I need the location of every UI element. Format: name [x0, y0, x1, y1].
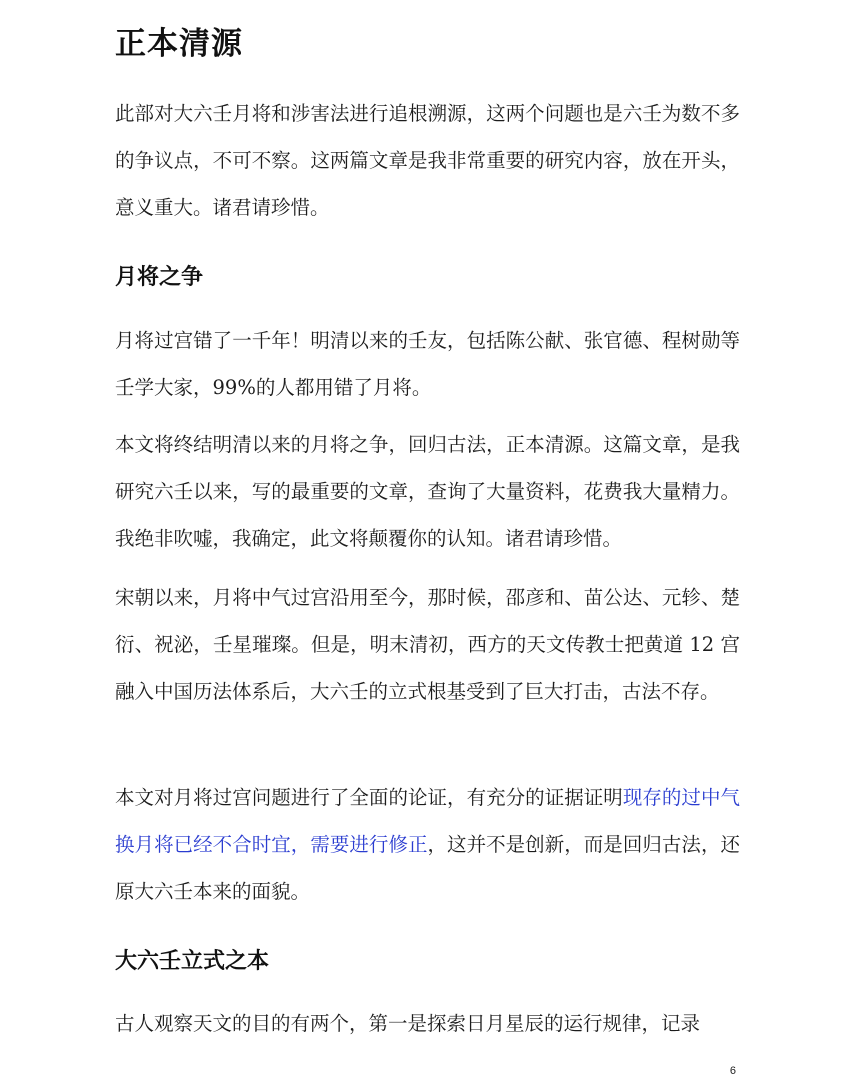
page-title: 正本清源: [115, 26, 243, 62]
paragraph-4-trailing-text: ，这并不是创新，而是回归古法，还原大六壬本来的面貌。: [115, 833, 740, 903]
section2-paragraph-1: 古人观察天文的目的有两个，第一是探索日月星辰的运行规律，记录: [115, 1012, 701, 1035]
section1-paragraph-1: 月将过宫错了一千年！明清以来的壬友，包括陈公献、张官德、程树勋等壬学大家，99%的人都用错了月将。: [115, 329, 740, 399]
intro-paragraph: 此部对大六壬月将和涉害法进行追根溯源，这两个问题也是六壬为数不多的争议点，不可不察。这两篇文章是我非常重要的研究内容，放在开头，意义重大。诸君请珍惜。: [115, 102, 740, 219]
section-heading-lishi: 大六壬立式之本: [115, 949, 270, 974]
highlighted-conclusion-text: 现存的过中气换月将已经不合时宜，需要进行修正: [115, 786, 740, 856]
section1-paragraph-2: 本文将终结明清以来的月将之争，回归古法，正本清源。这篇文章，是我研究六壬以来，写的最重要的文章，查询了大量资料，花费我大量精力。我绝非吹嘘，我确定，此文将颠覆你的认知。诸君请珍惜。: [115, 433, 740, 550]
section1-paragraph-3: 宋朝以来，月将中气过宫沿用至今，那时候，邵彦和、苗公达、元轸、楚衍、祝泌，壬星璀璨。但是，明末清初，西方的天文传教士把黄道 12 宫融入中国历法体系后，大六壬的立式根基受到了巨大打击，古法不存。: [115, 586, 740, 703]
section-heading-yuejiang: 月将之争: [115, 265, 204, 290]
section1-paragraph-4: [115, 774, 740, 915]
page-number: 6: [729, 1065, 736, 1077]
paragraph-4-lead-text: 本文对月将过宫问题进行了全面的论证，有充分的证据证明: [115, 786, 623, 809]
